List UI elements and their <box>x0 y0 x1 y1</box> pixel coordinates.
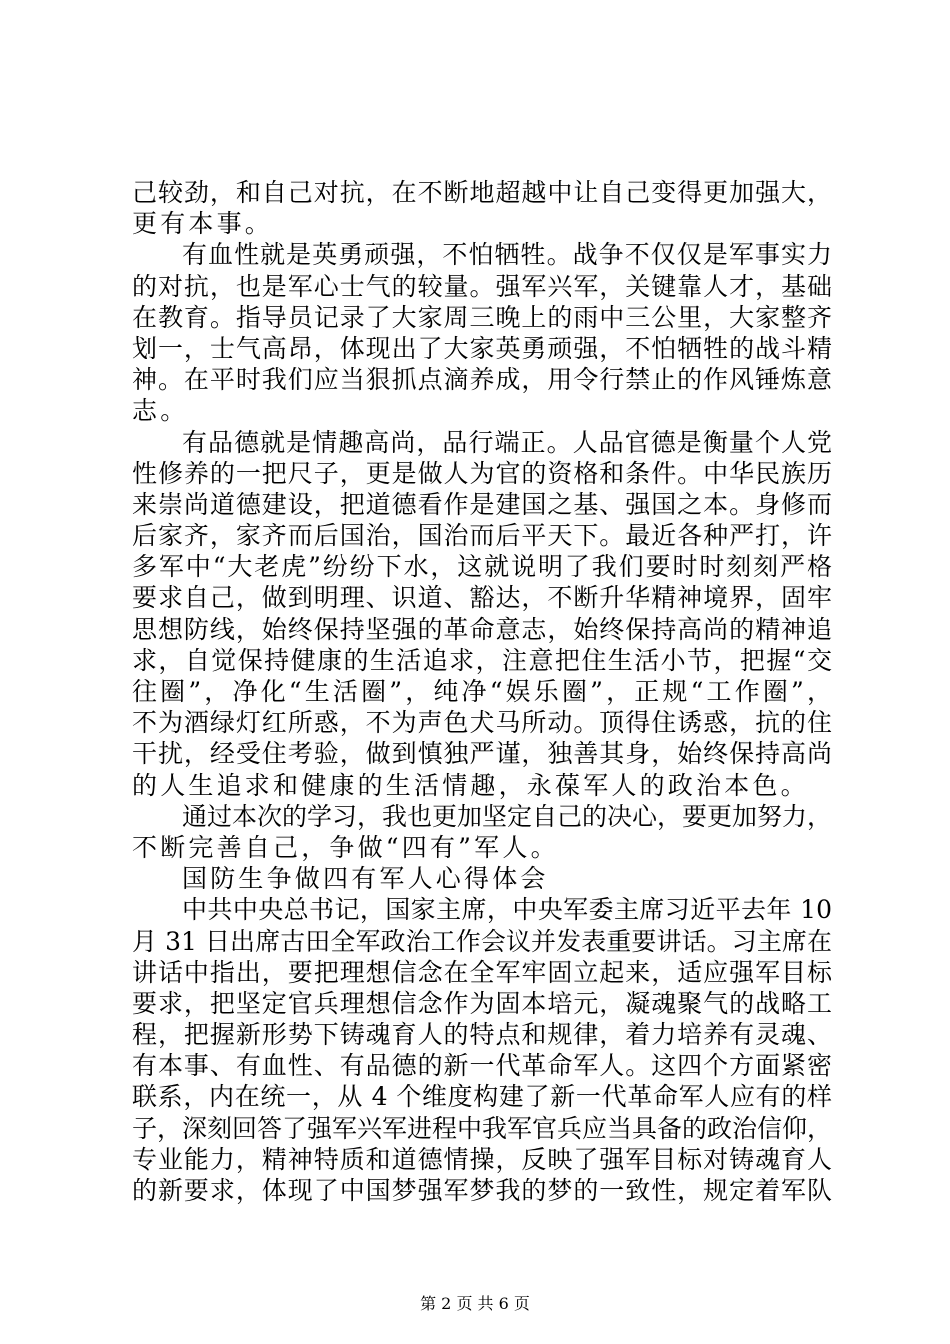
text-line: 讲话中指出，要把理想信念在全军牢固立起来，适应强军目标 <box>132 957 832 987</box>
text-line: 多军中“大老虎”纷纷下水，这就说明了我们要时时刻刻严格 <box>132 552 832 582</box>
text-line: 的人生追求和健康的生活情趣，永葆军人的政治本色。 <box>132 770 809 800</box>
text-line: 己较劲，和自己对抗，在不断地超越中让自己变得更加强大， <box>132 178 832 207</box>
text-line: 更有本事。 <box>132 209 274 239</box>
page-footer <box>0 1294 950 1314</box>
paragraph-start-line: 中共中央总书记，国家主席，中央军委主席习近平去年 10 <box>182 895 832 925</box>
text-line: 在教育。指导员记录了大家周三晚上的雨中三公里，大家整齐 <box>132 302 832 332</box>
paragraph-start-line: 通过本次的学习，我也更加坚定自己的决心，要更加努力， <box>182 801 833 831</box>
page-number: 第 2 页 共 6 页 <box>420 1294 530 1313</box>
text-line: 干扰，经受住考验，做到慎独严谨，独善其身，始终保持高尚 <box>132 739 832 769</box>
section-title: 国防生争做四有军人心得体会 <box>182 864 549 894</box>
text-line: 志。 <box>132 396 189 426</box>
text-line: 往圈”，净化“生活圈”，纯净“娱乐圈”，正规“工作圈”， <box>132 677 832 706</box>
text-line: 子，深刻回答了强军兴军进程中我军官兵应当具备的政治信仰， <box>132 1113 833 1143</box>
text-line: 有本事、有血性、有品德的新一代革命军人。这四个方面紧密 <box>132 1051 832 1081</box>
text-line: 不断完善自己，争做“四有”军人。 <box>132 832 559 862</box>
text-line: 专业能力，精神特质和道德情操，反映了强军目标对铸魂育人 <box>132 1144 832 1174</box>
text-line: 思想防线，始终保持坚强的革命意志，始终保持高尚的精神追 <box>132 614 832 644</box>
text-line: 后家齐，家齐而后国治，国治而后平天下。最近各种严打，许 <box>132 521 832 551</box>
paragraph-start-line: 有血性就是英勇顽强，不怕牺牲。战争不仅仅是军事实力 <box>182 240 832 270</box>
text-line: 不为酒绿灯红所惑，不为声色犬马所动。顶得住诱惑，抗的住 <box>132 708 832 738</box>
text-line: 求，自觉保持健康的生活追求，注意把住生活小节，把握“交 <box>132 645 832 675</box>
text-line: 要求，把坚定官兵理想信念作为固本培元，凝魂聚气的战略工 <box>132 988 832 1018</box>
text-line: 月 31 日出席古田全军政治工作会议并发表重要讲话。习主席在 <box>132 926 832 956</box>
text-line: 程，把握新形势下铸魂育人的特点和规律，着力培养有灵魂、 <box>132 1020 832 1050</box>
text-line: 要求自己，做到明理、识道、豁达，不断升华精神境界，固牢 <box>132 583 832 613</box>
text-line: 的对抗，也是军心士气的较量。强军兴军，关键靠人才，基础 <box>132 271 832 301</box>
text-line: 联系，内在统一，从 4 个维度构建了新一代革命军人应有的样 <box>132 1082 832 1112</box>
text-line: 划一，士气高昂，体现出了大家英勇顽强，不怕牺牲的战斗精 <box>132 333 832 363</box>
text-line: 来崇尚道德建设，把道德看作是建国之基、强国之本。身修而 <box>132 489 832 519</box>
text-line: 的新要求，体现了中国梦强军梦我的梦的一致性，规定着军队 <box>132 1176 832 1205</box>
body-text <box>132 177 832 1206</box>
text-line: 性修养的一把尺子，更是做人为官的资格和条件。中华民族历 <box>132 458 832 488</box>
paragraph-start-line: 有品德就是情趣高尚，品行端正。人品官德是衡量个人党 <box>182 427 832 457</box>
text-line: 神。在平时我们应当狠抓点滴养成，用令行禁止的作风锤炼意 <box>132 365 832 395</box>
